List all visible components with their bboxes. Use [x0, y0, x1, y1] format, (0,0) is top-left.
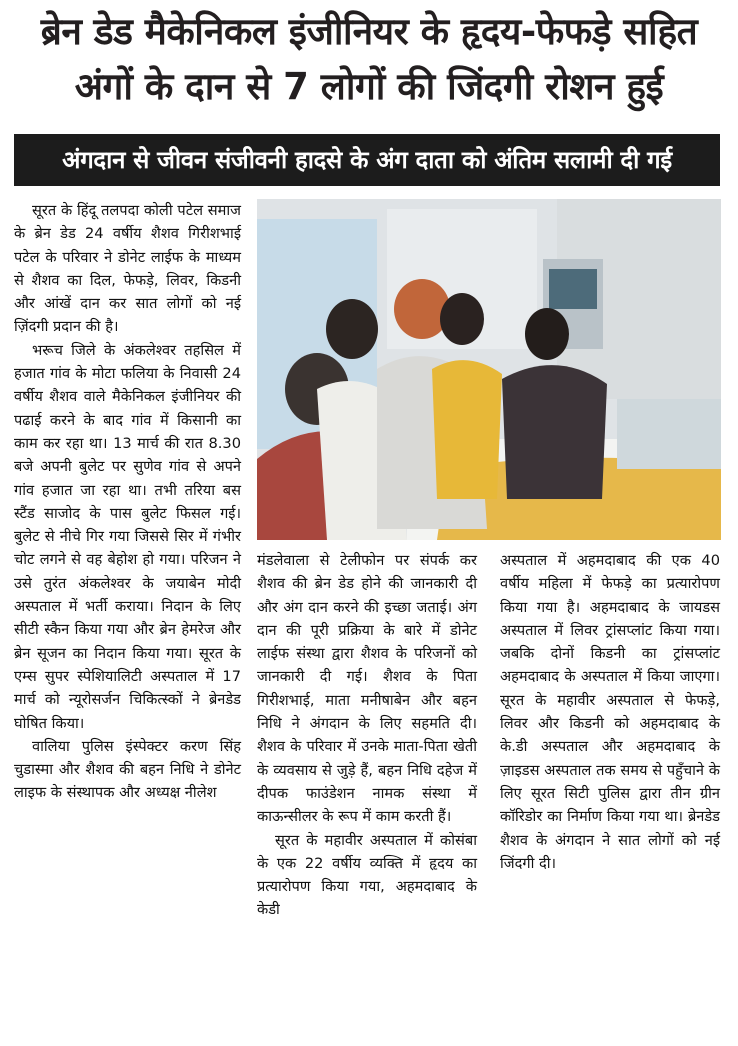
paragraph: सूरत के हिंदू तलपदा कोली पटेल समाज के ब्रेन डेड 24 वर्षीय शैशव गिरीशभाई पटेल के परिवार ने डोनेट लाईफ के माध्यम से शैशव का दिल, फेफड़े, लिवर, किडनी और आंखें दान कर सात लोगों को नई ज़िंदगी प्रदान की है। — [14, 202, 241, 336]
paragraph: सूरत के महावीर अस्पताल में कोसंबा के एक 22 वर्षीय व्यक्ति में हृदय का प्रत्यारोपण किया गया, अहमदाबाद के केडी — [257, 831, 477, 919]
paragraph: भरूच जिले के अंकलेश्वर तहसिल में हजात गांव के मोटा फलिया के निवासी 24 वर्षीय शैशव वाले मैकेनिकल इंजीनियर की पढाई करने के बाद गांव में किसानी का काम कर रहा था। 13 मार्च की रात 8.30 बजे अपनी बुलेट पर सुणेव गांव से अपने गांव हजात जा रहा था। तभी तरिया बस स्टैंड साजोद के पास बुलेट फिसल गई। बुलेट से नीचे गिर गया जिससे सिर में गंभीर चोट लगने से वह बेहोश हो गया। परिजन ने उसे तुरंत अंकलेश्वर के जयाबेन मोदी अस्पताल में भर्ती कराया। निदान के लिए सीटी स्कैन किया गया और ब्रेन हेमरेज और ब्रेन सूजन का निदान किया गया। सूरत के एम्स सुपर स्पेशियालिटी अस्पताल में 17 मार्च को न्यूरोसर्जन चिकित्स्कों ने ब्रेनडेड घोषित किया। — [14, 341, 241, 732]
article-column-2 — [257, 549, 477, 922]
subheadline-bar: अंगदान से जीवन संजीवनी हादसे के अंग दाता को अंतिम सलामी दी गई — [14, 134, 720, 186]
article-column-1 — [14, 199, 241, 805]
paragraph: अस्पताल में अहमदाबाद की एक 40 वर्षीय महिला में फेफड़े का प्रत्यारोपण किया गया है। अहमदाबाद के जायडस अस्पताल में लिवर ट्रांसप्लांट किया गया। जबकि दोनों किडनी का ट्रांसप्लांट अहमदाबाद के अस्पताल में किया जाएगा। सूरत के महावीर अस्पताल से फेफड़े, लिवर और किडनी को अहमदाबाद के के.डी अस्पताल और अहमदाबाद के ज़ाइडस अस्पताल तक समय से पहुँचाने के लिए सूरत सिटी पुलिस द्वारा तीन ग्रीन कॉरिडोर का निर्माण किया गया था। ब्रेनडेड शैशव के अंगदान ने सात लोगों को नई जिंदगी दी। — [500, 552, 720, 872]
headline — [0, 4, 738, 114]
hospital-photo — [257, 199, 721, 540]
paragraph: वालिया पुलिस इंस्पेक्टर करण सिंह चुडास्मा और शैशव की बहन निधि ने डोनेट लाइफ के संस्थापक और अध्यक्ष नीलेश — [14, 737, 241, 802]
headline-line-1: ब्रेन डेड मैकेनिकल इंजीनियर के हृदय-फेफड़े सहित — [40, 10, 698, 53]
paragraph: मंडलेवाला से टेलीफोन पर संपर्क कर शैशव की ब्रेन डेड होने की जानकारी दी और अंग दान करने की इच्छा जताई। अंग दान की पूरी प्रक्रिया के बारे में डोनेट लाईफ संस्था द्वारा शैशव के परिजनों को जानकारी दी गई। शैशव के पिता गिरीशभाई, माता मनीषाबेन और बहन निधि ने अंगदान के लिए सहमति दी। शैशव के परिवार में उनके माता-पिता खेती के व्यवसाय से जुड़े हैं, बहन निधि दहेज में दीपक फाउंडेशन नामक संस्था में काऊन्सीलर के रूप में काम करती हैं। — [257, 552, 477, 826]
article-column-3 — [500, 549, 720, 875]
headline-line-2: अंगों के दान से 7 लोगों की जिंदगी रोशन हुई — [74, 65, 664, 108]
